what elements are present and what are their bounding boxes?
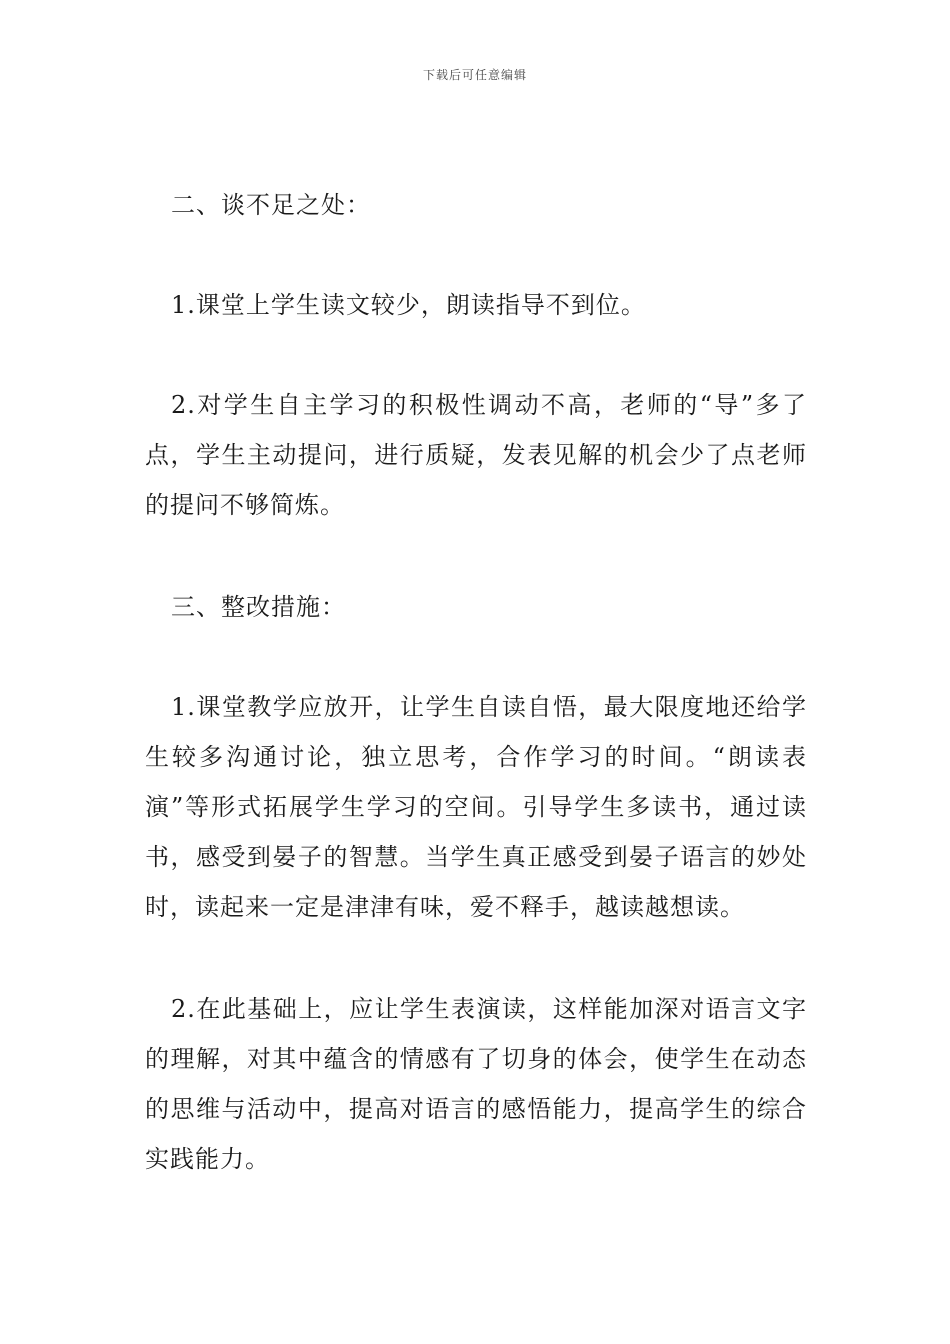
measure-item-2: 2.在此基础上，应让学生表演读，这样能加深对语言文字的理解，对其中蕴含的情感有了切身的体会，使学生在动态的思维与活动中，提高对语言的感悟能力，提高学生的综合实践能力。 [145, 995, 807, 1173]
page-header: 下载后可任意编辑 [422, 68, 527, 82]
section-heading-measures: 三、整改措施： [171, 593, 346, 621]
measure-item-1: 1.课堂教学应放开，让学生自读自悟，最大限度地还给学生较多沟通讨论，独立思考，合作学习的时间。“朗读表演”等形式拓展学生学习的空间。引导学生多读书，通过读书，感受到晏子的智慧。当学生真正感受到晏子语言的妙处时，读起来一定是津津有味，爱不释手，越读越想读。 [145, 693, 807, 921]
shortcoming-item-1: 1.课堂上学生读文较少，朗读指导不到位。 [171, 291, 646, 319]
section-heading-shortcomings: 二、谈不足之处： [171, 191, 371, 219]
document-body [145, 180, 807, 1184]
shortcoming-item-2: 2.对学生自主学习的积极性调动不高，老师的“导”多了点，学生主动提问，进行质疑，发表见解的机会少了点老师的提问不够简炼。 [145, 391, 807, 519]
